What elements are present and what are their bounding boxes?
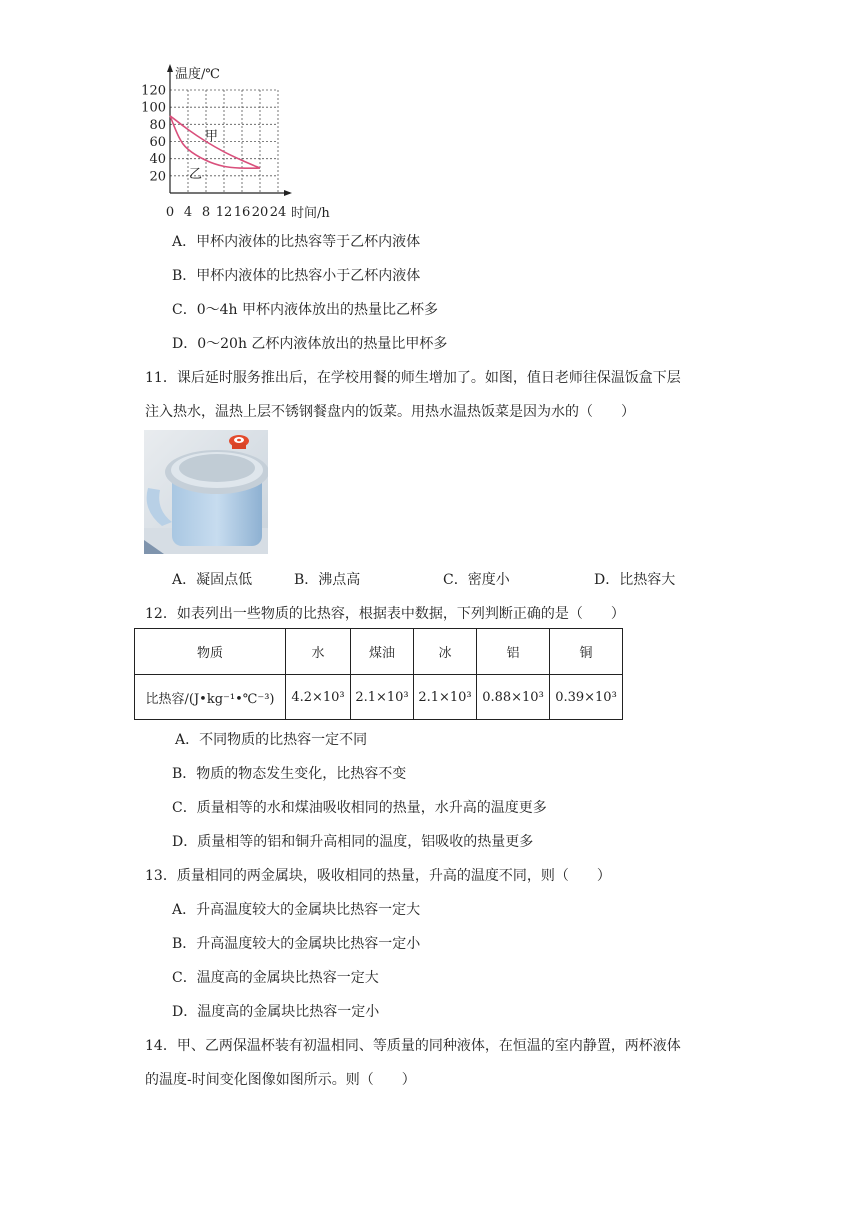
temperature-time-chart [0,0,340,225]
y-tick-label: 100 [141,100,166,116]
q10-option-b: B．甲杯内液体的比热容小于乙杯内液体 [172,268,421,284]
q10-option-c: C．0～4h 甲杯内液体放出的热量比乙杯多 [172,302,438,318]
x-tick-label: 4 [183,205,193,220]
x-tick-label: 12 [215,205,233,220]
series-label-jia: 甲 [205,129,219,144]
x-tick-label: 20 [251,205,269,220]
y-tick-label: 80 [149,117,166,133]
x-tick-label: 16 [233,205,251,220]
q13-option-c: C．温度高的金属块比热容一定大 [172,970,379,986]
table-header-substance: 物质 [135,629,286,675]
q13-stem: 13．质量相同的两金属块，吸收相同的热量，升高的温度不同，则（ ） [145,868,611,884]
q12-option-d: D．质量相等的铝和铜升高相同的温度，铝吸收的热量更多 [172,834,534,850]
table-header-kerosene: 煤油 [351,629,414,675]
y-axis-arrow [167,64,173,72]
x-axis-arrow [284,190,292,196]
table-cell-ice: 2.1×10³ [414,675,477,720]
table-header-ice: 冰 [414,629,477,675]
table-cell-copper: 0.39×10³ [550,675,623,720]
q10-option-d: D．0～20h 乙杯内液体放出的热量比甲杯多 [172,336,448,352]
series-label-yi: 乙 [189,167,203,182]
q14-stem-line2: 的温度-时间变化图像如图所示。则（ ） [145,1072,416,1088]
q10-option-a: A．甲杯内液体的比热容等于乙杯内液体 [172,234,421,250]
q11-stem-line1: 11．课后延时服务推出后，在学校用餐的师生增加了。如图，值日老师往保温饭盒下层 [145,370,681,386]
x-tick-label: 8 [201,205,211,220]
q12-option-b: B．物质的物态发生变化，比热容不变 [172,766,407,782]
q11-option-b: B．沸点高 [294,572,361,588]
chart-axes [167,64,292,196]
table-cell-water: 4.2×10³ [286,675,351,720]
table-header-water: 水 [286,629,351,675]
q13-option-a: A．升高温度较大的金属块比热容一定大 [172,902,421,918]
q11-option-c: C．密度小 [443,572,510,588]
q11-option-a: A．凝固点低 [172,572,253,588]
x-axis-label: 时间/h [291,206,330,221]
q12-option-c: C．质量相等的水和煤油吸收相同的热量，水升高的温度更多 [172,800,547,816]
table-cell-aluminum: 0.88×10³ [477,675,550,720]
q12-option-a: A．不同物质的比热容一定不同 [175,732,368,748]
y-tick-label: 20 [149,169,166,185]
insulated-lunch-box-photo [144,430,268,554]
chart-ticks [141,84,286,221]
x-tick-label: 0 [165,205,175,220]
q14-stem-line1: 14．甲、乙两保温杯装有初温相同、等质量的同种液体，在恒温的室内静置，两杯液体 [145,1038,681,1054]
specific-heat-table [134,628,623,720]
y-tick-label: 40 [149,152,166,168]
y-tick-label: 60 [149,135,166,150]
table-header-copper: 铜 [550,629,623,675]
table-row-label: 比热容/(J•kg⁻¹•℃⁻³) [135,675,286,720]
y-axis-label: 温度/℃ [175,67,220,82]
q12-stem: 12．如表列出一些物质的比热容，根据表中数据，下列判断正确的是（ ） [145,606,625,622]
chart-grid [170,90,278,193]
q11-stem-line2: 注入热水，温热上层不锈钢餐盘内的饭菜。用热水温热饭菜是因为水的（ ） [145,404,635,420]
y-tick-label: 120 [141,83,166,99]
x-tick-label: 24 [269,205,287,220]
q13-option-b: B．升高温度较大的金属块比热容一定小 [172,936,421,952]
table-header-aluminum: 铝 [477,629,550,675]
table-cell-kerosene: 2.1×10³ [351,675,414,720]
q11-option-d: D．比热容大 [594,572,676,588]
q13-option-d: D．温度高的金属块比热容一定小 [172,1004,380,1020]
